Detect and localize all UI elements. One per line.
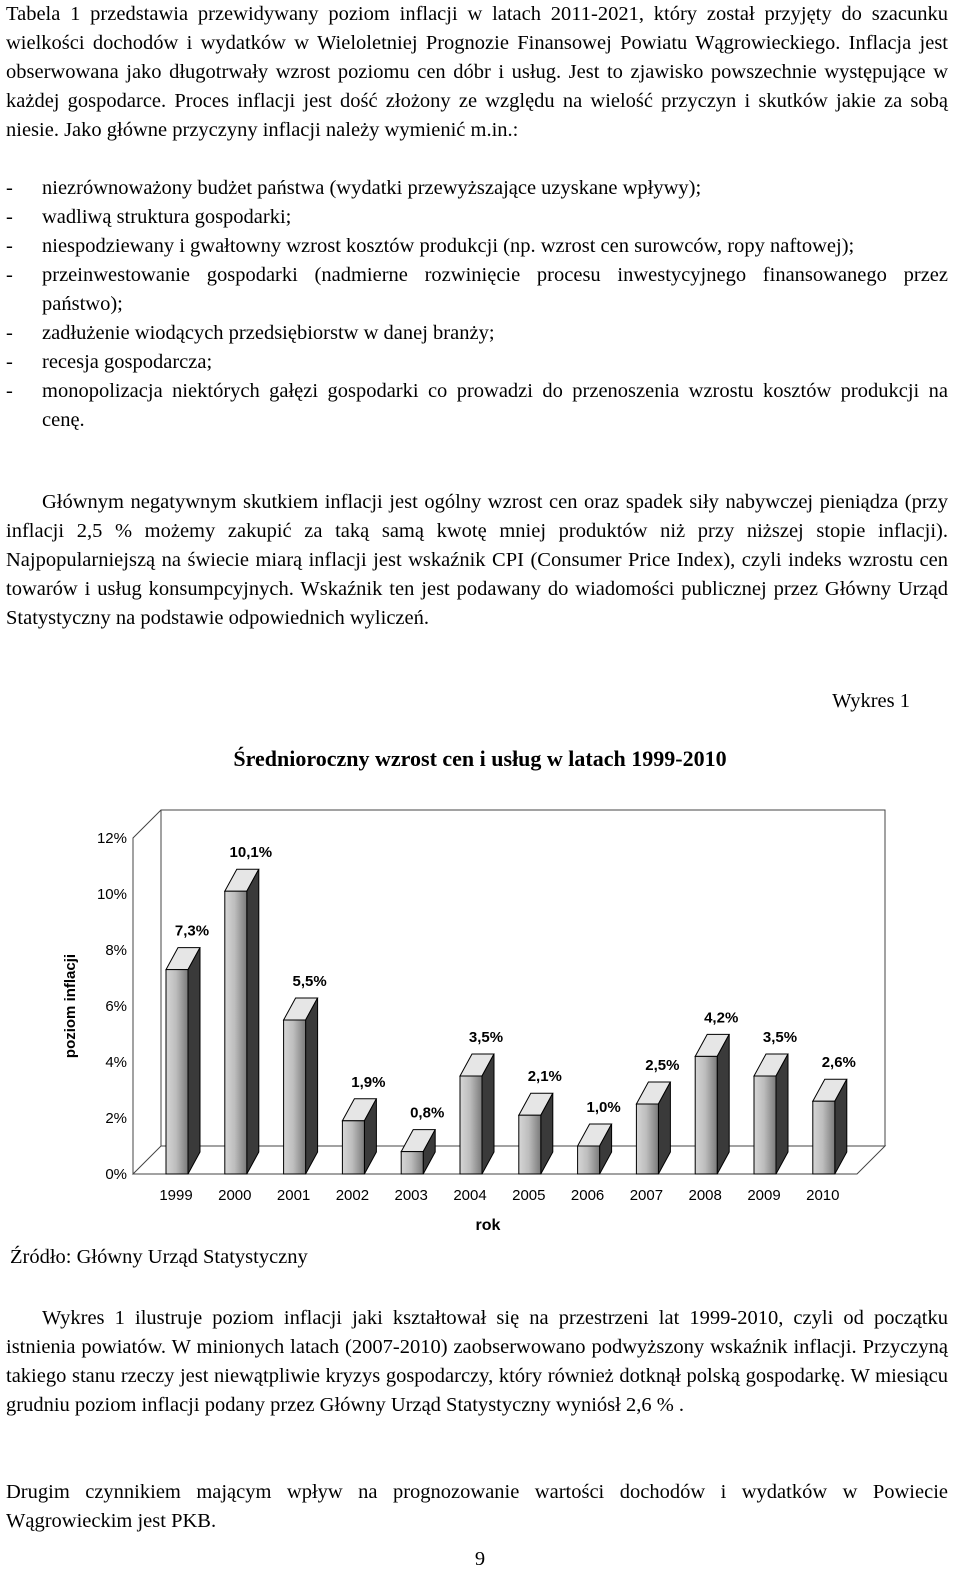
chart-bar [166,948,200,1174]
gdp-paragraph: Drugim czynnikiem mającym wpływ na prognozowanie wartości dochodów i wydatków w Powiecie Wągrowieckim jest PKB. [6,1481,948,1532]
list-item: - wadliwą struktura gospodarki; [6,206,292,228]
y-tick-label: 12% [96,830,127,847]
chart-bar [578,1124,612,1174]
y-tick-label: 2% [105,1110,127,1127]
bar-data-label: 2,1% [527,1068,562,1086]
x-tick-label: 2009 [747,1187,781,1204]
x-tick-label: 1999 [159,1187,193,1204]
list-item: - zadłużenie wiodących przedsiębiorstw w danej branży; [6,322,495,344]
chart-bar [342,1099,376,1174]
chart-bar [754,1054,788,1174]
y-tick-label: 8% [105,942,127,959]
x-tick-label: 2004 [453,1187,487,1204]
bar-data-label: 1,9% [351,1073,386,1091]
bar-data-label: 1,0% [586,1099,621,1116]
bar-data-label: 3,5% [762,1029,798,1046]
chart-comment-paragraph: Wykres 1 ilustruje poziom inflacji jaki kształtował się na przestrzeni lat 1999-2010, czyli od początku istnienia powiatów. W minionych latach (2007-2010) zaobserwowano podwyższony wskaźnik inflacji. Przyczyną takiego stanu rzeczy jest niewątpliwie kryzys gospodarczy, który również dotknął polską gospodarkę. W miesiącu grudniu poziom inflacji podany przez Główny Urząd Statystyczny wyniósł 2,6 % . [6,1307,948,1416]
chart-bar [460,1054,494,1174]
x-tick-label: 2001 [276,1187,311,1204]
bar-data-label: 4,2% [704,1009,739,1027]
x-axis-label: rok [475,1217,501,1234]
x-tick-label: 2010 [806,1187,840,1204]
chart-bar [284,998,318,1174]
y-tick-label: 10% [96,886,127,903]
y-tick-label: 4% [105,1054,127,1071]
x-tick-label: 2000 [218,1187,252,1204]
list-item: - niezrównoważony budżet państwa (wydatki przewyższające uzyskane wpływy); [6,177,702,199]
x-tick-label: 2002 [335,1187,370,1204]
inflation-causes-list [6,174,948,435]
chart-bar [225,869,259,1174]
bar-data-label: 3,5% [468,1029,504,1046]
bar-data-label: 7,3% [174,922,210,940]
source-note: Źródło: Główny Urząd Statystyczny [10,1246,308,1268]
chart-bar [813,1079,847,1174]
list-item: - przeinwestowanie gospodarki (nadmierne rozwinięcie procesu inwestycyjnego finansowanego przez państwo); [6,264,948,315]
bar-data-label: 0,8% [410,1104,445,1122]
inflation-bar-chart [0,780,960,1240]
bar-data-label: 10,1% [229,844,273,862]
y-axis-label: poziom inflacji [62,953,79,1059]
x-tick-label: 2006 [570,1187,605,1204]
list-item: - niespodziewany i gwałtowny wzrost kosztów produkcji (np. wzrost cen surowców, ropy naftowej); [6,235,855,257]
y-tick-label: 0% [105,1166,127,1183]
y-tick-label: 6% [105,998,127,1015]
intro-paragraph: Tabela 1 przedstawia przewidywany poziom inflacji w latach 2011-2021, który został przyjęty do szacunku wielkości dochodów i wydatków w Wieloletniej Prognozie Finansowej Powiatu Wągrowieckiego. Inflacja jest obserwowana jako długotrwały wzrost poziomu cen dóbr i usług. Jest to zjawisko powszechnie występujące w każdej gospodarce. Proces inflacji jest dość złożony ze względu na wielość przyczyn i skutków jakie za sobą niesie. Jako główne przyczyny inflacji należy wymienić m.in.: [6,3,948,141]
x-tick-label: 2008 [688,1187,722,1204]
list-item: - recesja gospodarcza; [6,351,213,373]
bar-data-label: 2,6% [821,1054,856,1072]
chart-bar [695,1034,729,1174]
chart-title: Średnioroczny wzrost cen i usług w latach 1999-2010 [233,746,727,771]
page-number: 9 [474,1548,486,1570]
chart-bar [636,1082,670,1174]
chart-bar [401,1130,435,1174]
x-tick-label: 2005 [512,1187,546,1204]
bar-data-label: 5,5% [292,973,327,990]
chart-bar [519,1093,553,1174]
figure-label: Wykres 1 [832,690,910,712]
x-tick-label: 2007 [629,1187,664,1204]
x-tick-label: 2003 [394,1187,428,1204]
list-item: - monopolizacja niektórych gałęzi gospodarki co prowadzi do przenoszenia wzrostu kosztów produkcji na cenę. [6,380,948,431]
effects-paragraph: Głównym negatywnym skutkiem inflacji jest ogólny wzrost cen oraz spadek siły nabywczej pieniądza (przy inflacji 2,5 % możemy zakupić za taką samą kwotę mniej produktów niż przy niższej stopie inflacji). Najpopularniejszą na świecie miarą inflacji jest wskaźnik CPI (Consumer Price Index), czyli indeks wzrostu cen towarów i usług konsumpcyjnych. Wskaźnik ten jest podawany do wiadomości publicznej przez Główny Urząd Statystyczny na podstawie odpowiednich wyliczeń. [6,491,948,629]
bar-data-label: 2,5% [645,1057,680,1074]
